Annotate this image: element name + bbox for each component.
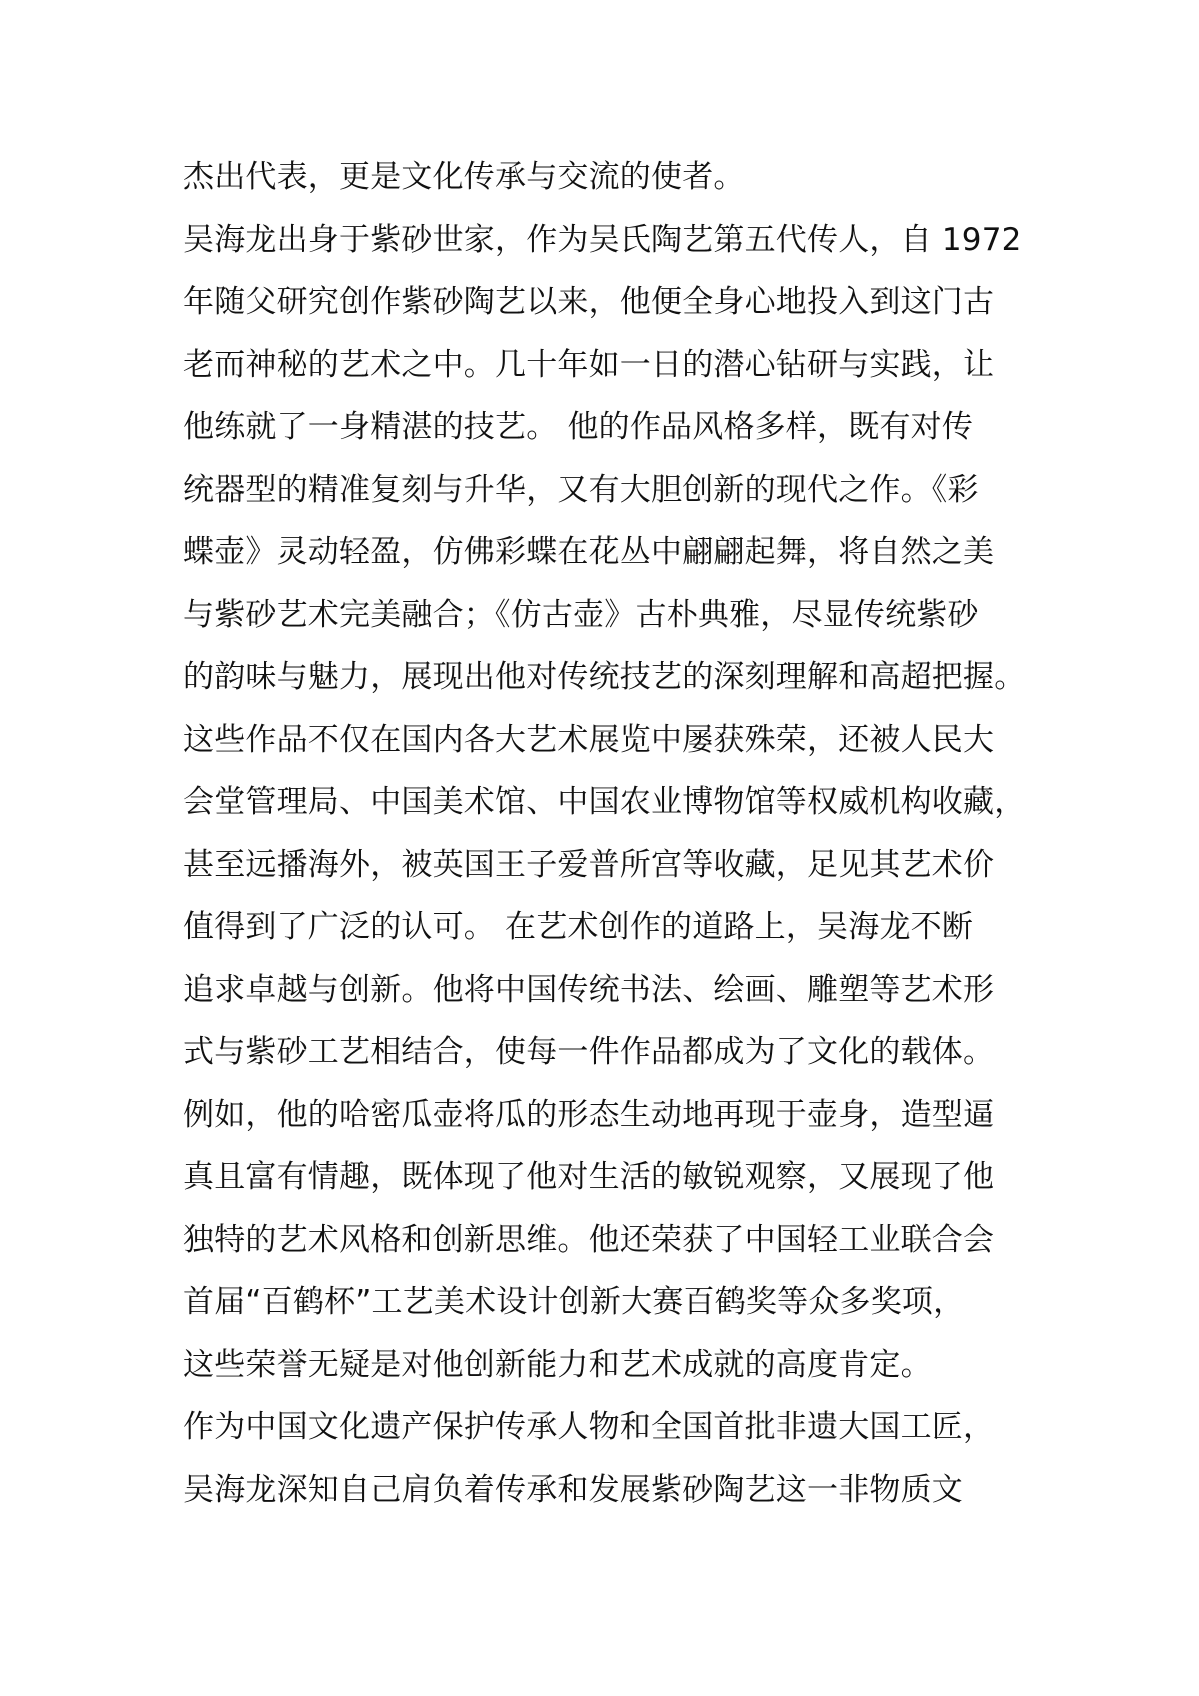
text-line: 作为中国文化遗产保护传承人物和全国首批非遗大国工匠， — [183, 1409, 995, 1445]
text-line: 真且富有情趣，既体现了他对生活的敏锐观察，又展现了他 — [183, 1159, 995, 1195]
text-line: 独特的艺术风格和创新思维。他还荣获了中国轻工业联合会 — [183, 1221, 995, 1258]
text-line: 年随父研究创作紫砂陶艺以来，他便全身心地投入到这门古 — [183, 284, 995, 320]
text-line: 吴海龙深知自己肩负着传承和发展紫砂陶艺这一非物质文 — [183, 1471, 963, 1508]
text-line: 会堂管理局、中国美术馆、中国农业博物馆等权威机构收藏， — [183, 784, 1026, 820]
text-line: 甚至远播海外，被英国王子爱普所宫等收藏，足见其艺术价 — [183, 846, 995, 883]
text-line: 值得到了广泛的认可。 在艺术创作的道路上，吴海龙不断 — [183, 909, 974, 945]
text-line: 例如，他的哈密瓜壶将瓜的形态生动地再现于壶身，造型逼 — [183, 1096, 995, 1133]
text-line: 首届“百鹤杯”工艺美术设计创新大赛百鹤奖等众多奖项， — [183, 1284, 965, 1320]
text-line: 这些作品不仅在国内各大艺术展览中屡获殊荣，还被人民大 — [183, 721, 995, 758]
text-line: 老而神秘的艺术之中。几十年如一日的潜心钻研与实践，让 — [183, 346, 995, 383]
text-line: 追求卓越与创新。他将中国传统书法、绘画、雕塑等艺术形 — [183, 971, 995, 1008]
text-line: 蝶壶》灵动轻盈，仿佛彩蝶在花丛中翩翩起舞，将自然之美 — [183, 534, 995, 570]
text-line: 杰出代表，更是文化传承与交流的使者。 — [183, 159, 745, 195]
text-line: 吴海龙出身于紫砂世家，作为吴氏陶艺第五代传人，自 1972 — [183, 221, 1022, 258]
text-line: 式与紫砂工艺相结合，使每一件作品都成为了文化的载体。 — [183, 1034, 995, 1070]
body-text — [183, 146, 1063, 1521]
text-line: 统器型的精准复刻与升华，又有大胆创新的现代之作。《彩 — [183, 471, 979, 508]
text-line: 的韵味与魅力，展现出他对传统技艺的深刻理解和高超把握。 — [183, 659, 1026, 695]
text-line: 这些荣誉无疑是对他创新能力和艺术成就的高度肯定。 — [183, 1346, 932, 1383]
text-line: 与紫砂艺术完美融合；《仿古壶》古朴典雅，尽显传统紫砂 — [183, 596, 979, 633]
text-line: 他练就了一身精湛的技艺。 他的作品风格多样，既有对传 — [183, 409, 974, 445]
